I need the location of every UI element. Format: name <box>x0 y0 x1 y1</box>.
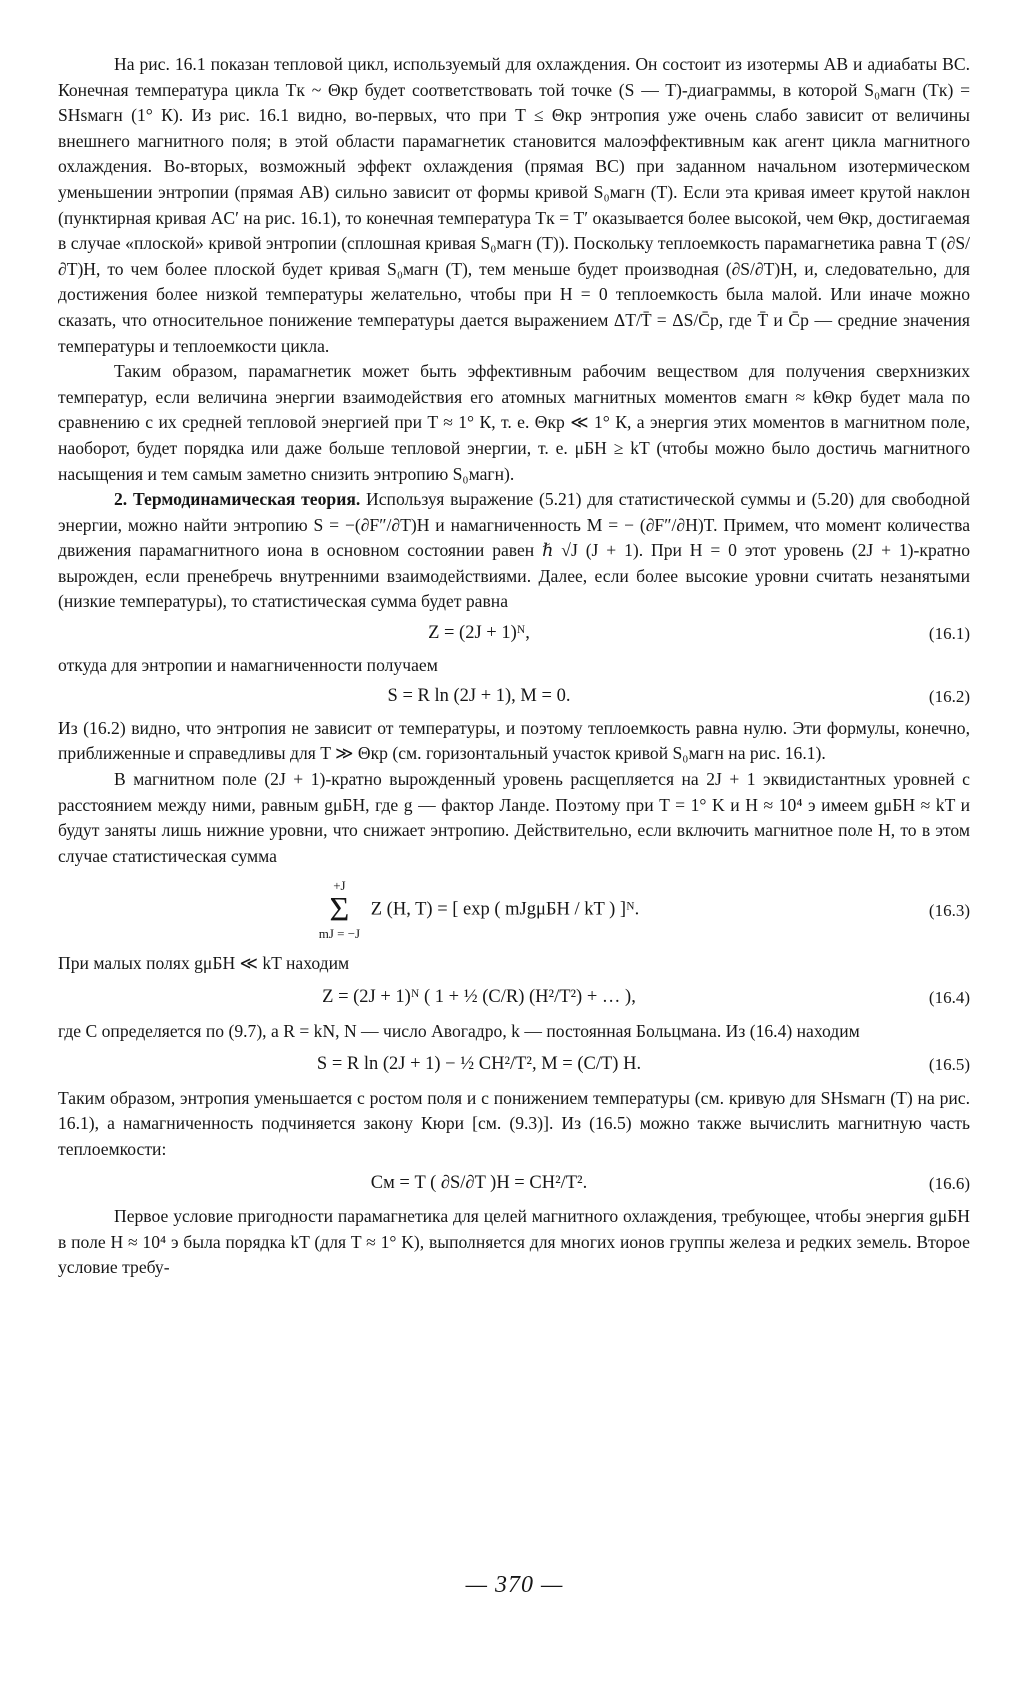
paragraph-curie-law: Таким образом, энтропия уменьшается с ростом поля и с понижением температуры (см. кривую для SHsмагн (T) на рис. 16.1), а намагниченность подчиняется закону Кюри [см. (9.3)]. Из (16.5) можно также вычислить магнитную часть теплоемкости: <box>58 1087 970 1159</box>
equation-number: (16.2) <box>928 687 970 707</box>
sum-sign-icon: Σ <box>329 891 350 929</box>
equation-body: Z = (2J + 1)ᴺ ( 1 + ½ (C/R) (H²/T²) + … ), <box>322 987 636 1007</box>
equation-number: (16.6) <box>928 1173 970 1193</box>
equation-number: (16.3) <box>928 900 970 920</box>
equation-16-5 <box>58 1052 970 1078</box>
equation-body: S = R ln (2J + 1), M = 0. <box>387 686 571 707</box>
paragraph-entropy-magnetization: откуда для энтропии и намагниченности получаем <box>58 654 438 675</box>
paragraph-paramagnet: Таким образом, парамагнетик может быть эффективным рабочим веществом для получения сверхнизких температур, если величина энергии взаимодействия его атомных магнитных моментов εмагн ≈ kΘкр будет мала по сравнению с их средней тепловой энергией при T ≈ 1° К, т. е. Θкр ≪ 1° К, а энергия этих моментов в магнитном поле, наоборот, будет порядка или даже больше тепловой энергии, т. е. μБH ≥ kT (чтобы можно было достичь магнитного насыщения и тем самым заметно снизить энтропию S₀магн). <box>58 361 970 484</box>
paragraph-cycle: На рис. 16.1 показан тепловой цикл, используемый для охлаждения. Он состоит из изотермы AB и адиабаты BC. Конечная температура цикла Tк ~ Θкр будет соответствовать той точке (S — T)-диаграммы, в которой S₀магн (Tк) = SHsмагн (1° К). Из рис. 16.1 видно, во-первых, что при T ≤ Θкр энтропия уже очень слабо зависит от величины внешнего магнитного поля; в этой области парамагнетик становится малоэффективным как агент цикла магнитного охлаждения. Во-вторых, возможный эффект охлаждения (прямая BC) при заданном начальном изотермическом уменьшении энтропии (прямая AB) сильно зависит от формы кривой S₀магн (T). Если эта кривая имеет крутой наклон (пунктирная кривая AC′ на рис. 16.1), то конечная температура Tк = T′ оказывается более высокой, чем Θкр, достигаемая в случае «плоской» кривой энтропии (сплошная кривая S₀магн (T)). Поскольку теплоемкость парамагнетика равна T (∂S/∂T)H, то чем более плоской будет кривая S₀магн (T), тем меньше будет производная (∂S/∂T)H, и, следовательно, для достижения более низкой температуры желательно, чтобы при H = 0 теплоемкость была малой. Или иначе можно сказать, что относительное понижение температуры дается выражением ΔT/T̄ = ΔS/C̄p, где T̄ и C̄p — средние значения температуры и теплоемкости цикла. <box>58 54 970 356</box>
equation-number: (16.5) <box>928 1055 970 1075</box>
section-text: Используя выражение (5.21) для статистической суммы и (5.20) для свободной энергии, можно найти энтропию S = −(∂F″/∂T)H и намагниченность M = − (∂F″/∂H)T. Примем, что момент количества движения парамагнитного иона в основном состоянии равен ℏ √J (J + 1). При H = 0 этот уровень (2J + 1)-кратно вырожден, если пренебречь внутренними взаимодействиями. Далее, если более высокие уровни считать незанятыми (низкие температуры), то статистическая сумма будет равна <box>58 489 971 612</box>
equation-16-4 <box>58 985 970 1011</box>
paragraph-small-fields: При малых полях gμБH ≪ kT находим <box>58 953 350 974</box>
equation-text: Z (H, T) = [ exp ( mJgμБH / kT ) ]ᴺ. <box>370 899 640 920</box>
equation-number: (16.4) <box>928 988 970 1007</box>
equation-body <box>58 879 900 941</box>
equation-number: (16.1) <box>928 624 970 644</box>
paragraph-first-condition: Первое условие пригодности парамагнетика для целей магнитного охлаждения, требующее, чтобы энергия gμБH в поле H ≈ 10⁴ э была порядка kT (для T ≈ 1° K), выполняется для многих ионов группы железа и редких земель. Второе условие требу- <box>58 1206 970 1278</box>
equation-body: Cм = T ( ∂S/∂T )H = CH²/T². <box>370 1172 588 1193</box>
equation-16-3 <box>58 879 970 941</box>
page-body <box>58 52 970 1281</box>
paragraph-entropy-constant: Из (16.2) видно, что энтропия не зависит от температуры, и поэтому теплоемкость равна нулю. Эти формулы, конечно, приближенные и справедливы для T ≫ Θкр (см. горизонтальный участок кривой S₀магн на рис. 16.1). <box>58 717 970 764</box>
equation-body: S = R ln (2J + 1) − ½ CH²/T², M = (C/T) H. <box>316 1054 642 1075</box>
equation-body: Z = (2J + 1)ᴺ, <box>428 623 530 644</box>
equation-16-1 <box>58 621 970 647</box>
sum-lower-limit: mJ = −J <box>318 926 361 942</box>
equation-16-2 <box>58 684 970 710</box>
section-heading: 2. Термодинамическая теория. <box>114 489 361 510</box>
page-number: — 370 — <box>465 1572 564 1598</box>
paragraph-field-splitting: В магнитном поле (2J + 1)-кратно вырожденный уровень расщепляется на 2J + 1 эквидистантных уровней с расстоянием между ними, равным gμБH, где g — фактор Ланде. Поэтому при T = 1° K и H ≈ 10⁴ э имеем gμБH ≈ kT и будут заняты лишь нижние уровни, что снижает энтропию. Действительно, если включить магнитное поле H, то в этом случае статистическая сумма <box>58 769 970 866</box>
section-thermodynamic-theory <box>58 487 970 615</box>
paragraph-avogadro: где C определяется по (9.7), а R = kN, N — число Авогадро, k — постоянная Больцмана. Из (16.4) находим <box>58 1020 860 1041</box>
equation-16-6 <box>58 1171 970 1197</box>
sum-upper-limit: +J <box>333 878 346 894</box>
